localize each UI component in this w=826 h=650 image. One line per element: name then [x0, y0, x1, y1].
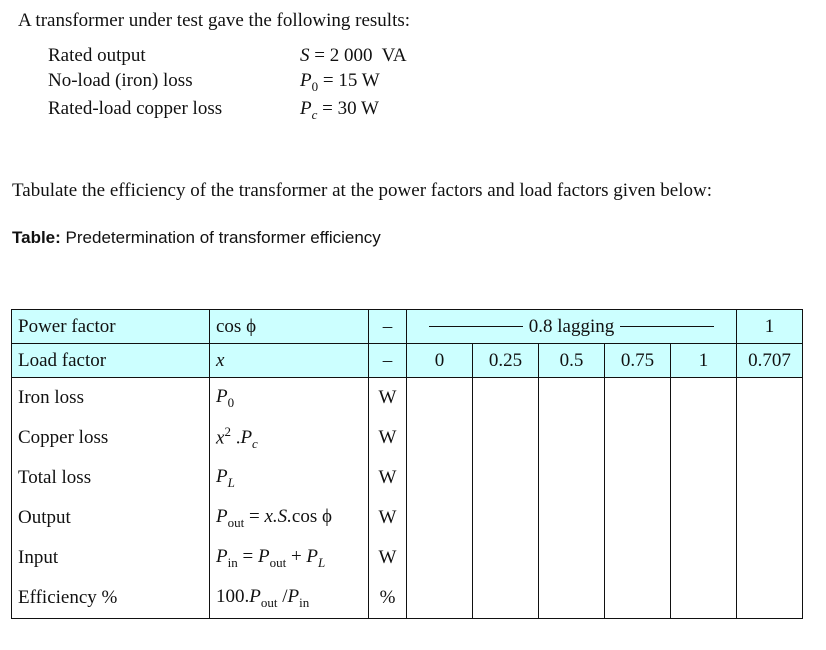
- table-row: Iron loss $P_0$ W: [12, 378, 803, 419]
- load-factor-row: Load factor x – 0 0.25 0.5 0.75 1 0.707: [12, 344, 803, 378]
- result-label: No-load (iron) loss: [48, 70, 193, 91]
- table-row: Input $P_{in} = P_{out} + P_L$ W: [12, 538, 803, 578]
- caption-text: Predetermination of transformer efficiency: [60, 228, 381, 247]
- copper-loss-value: $P_c = 30$ W: [300, 98, 379, 122]
- table-row: Output $P_{out} = x.S.\cos$ ϕ W: [12, 498, 803, 538]
- task-text: Tabulate the efficiency of the transformer at the power factors and load factors given below:: [12, 180, 712, 201]
- efficiency-table: [11, 309, 803, 619]
- result-label: Rated output: [48, 45, 146, 66]
- intro-text: A transformer under test gave the following results:: [18, 10, 411, 31]
- rated-output-value: S = 2 000 VA: [300, 45, 407, 66]
- table-caption: [12, 228, 381, 248]
- table-row: Total loss $P_L$ W: [12, 458, 803, 498]
- caption-prefix: Table:: [12, 228, 61, 247]
- table-row: Copper loss $x^2$ $.P_c$ W: [12, 418, 803, 458]
- iron-loss-value: $P_0 = 15$ W: [300, 70, 380, 94]
- power-factor-row: Power factor cos ϕ – 0.8 lagging 1: [12, 310, 803, 344]
- table-row: Efficiency % $100.P_{out}$ $/P_{in}$ %: [12, 578, 803, 619]
- result-label: Rated-load copper loss: [48, 98, 223, 119]
